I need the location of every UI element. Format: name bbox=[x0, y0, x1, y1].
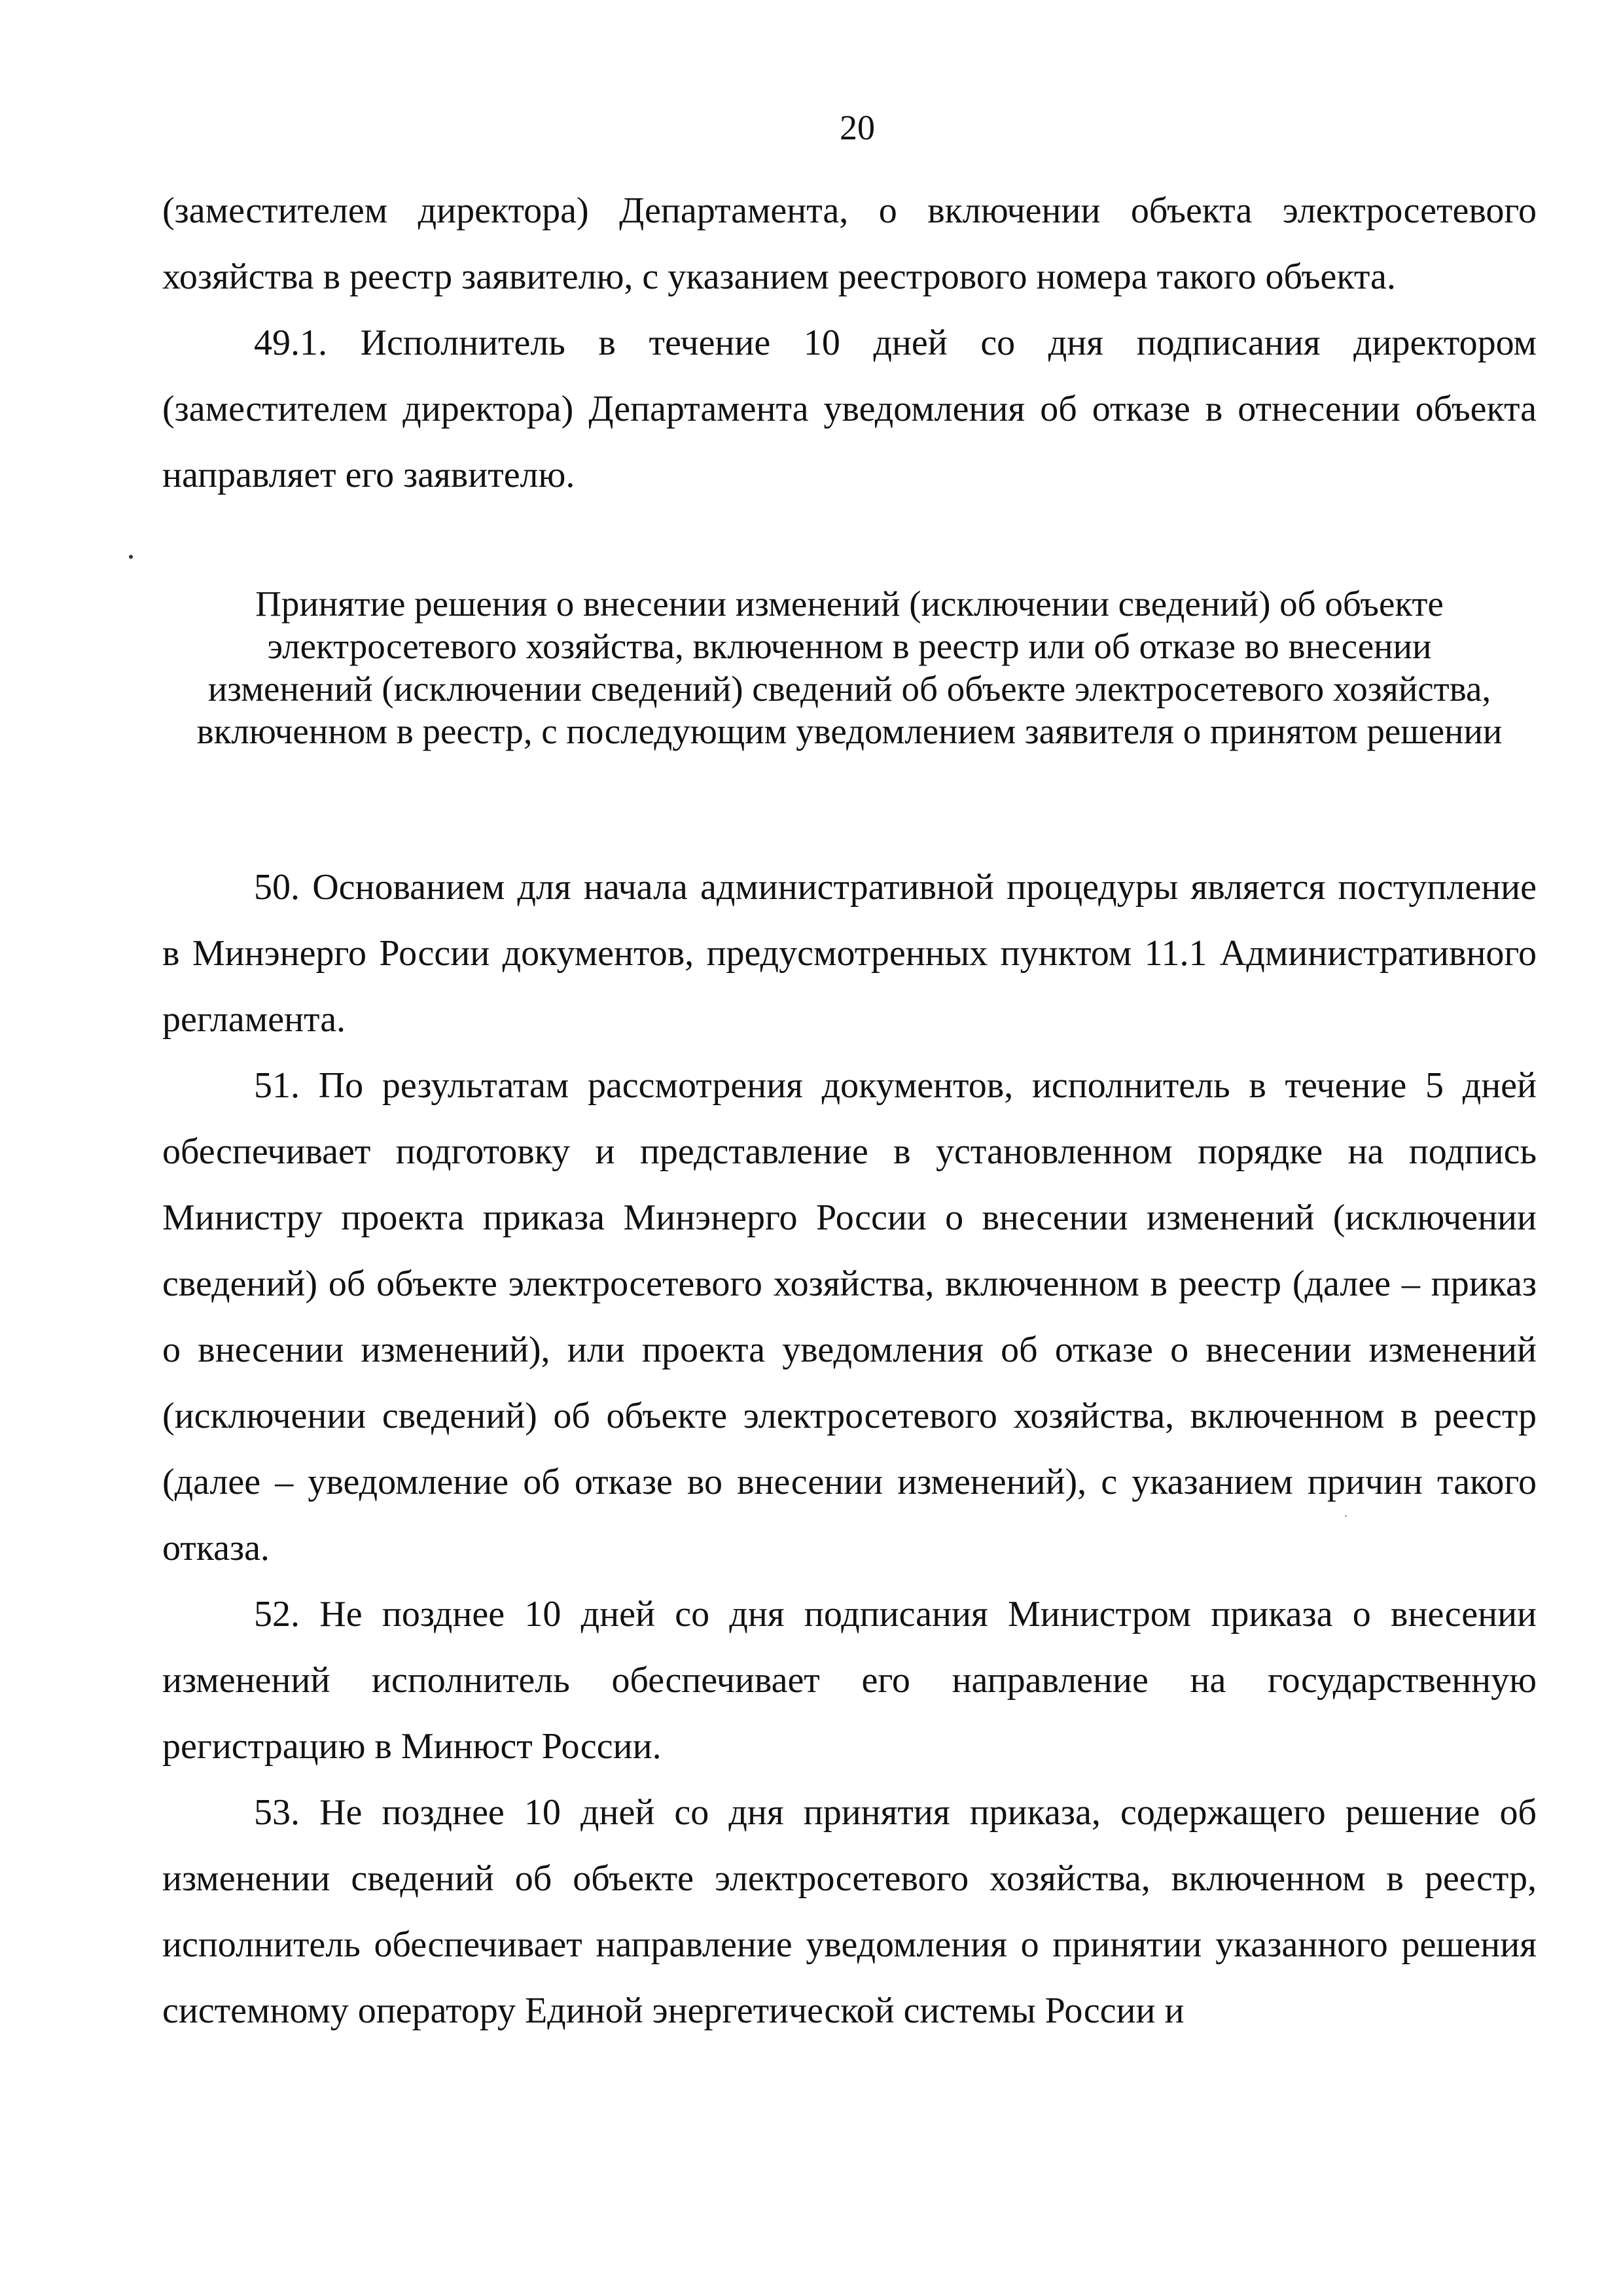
heading-line-1: Принятие решения о внесении изменений (исключении сведений) об объекте bbox=[255, 584, 1444, 624]
heading-line-3: изменений (исключении сведений) сведений об объекте электросетевого хозяйства, bbox=[207, 669, 1491, 709]
heading-line-2: электросетевого хозяйства, включенном в реестр или об отказе во внесении bbox=[267, 626, 1432, 666]
scan-speck bbox=[129, 555, 133, 559]
text-block-top bbox=[162, 178, 1537, 508]
section-heading bbox=[162, 582, 1537, 752]
scan-speck-small bbox=[1345, 1515, 1347, 1517]
heading-line-4: включенном в реестр, с последующим уведомлением заявителя о принятом решении bbox=[196, 711, 1503, 751]
page-number: 20 bbox=[840, 108, 875, 147]
paragraph-49-1: 49.1. Исполнитель в течение 10 дней со дня подписания директором (заместителем директора) Департамента уведомления об отказе в отнесении объекта направляет его заявителю. bbox=[162, 323, 1537, 495]
text-block-main bbox=[162, 855, 1537, 2044]
paragraph-continuation: (заместителем директора) Департамента, о включении объекта электросетевого хозяйства в реестр заявителю, с указанием реестрового номера такого объекта. bbox=[162, 190, 1537, 297]
paragraph-53: 53. Не позднее 10 дней со дня принятия приказа, содержащего решение об изменении сведений об объекте электросетевого хозяйства, включенном в реестр, исполнитель обеспечивает направление уведомления о принятии указанного решения системному оператору Единой энергетической системы России и bbox=[162, 1792, 1537, 2031]
paragraph-52: 52. Не позднее 10 дней со дня подписания Министром приказа о внесении изменений исполнитель обеспечивает его направление на государственную регистрацию в Минюст России. bbox=[162, 1594, 1537, 1767]
paragraph-51: 51. По результатам рассмотрения документов, исполнитель в течение 5 дней обеспечивает подготовку и представление в установленном порядке на подпись Министру проекта приказа Минэнерго России о внесении изменений (исключении сведений) об объекте электросетевого хозяйства, включенном в реестр (далее – приказ о внесении изменений), или проекта уведомления об отказе о внесении изменений (исключении сведений) об объекте электросетевого хозяйства, включенном в реестр (далее – уведомление об отказе во внесении изменений), с указанием причин такого отказа. bbox=[162, 1065, 1537, 1568]
paragraph-50: 50. Основанием для начала административной процедуры является поступление в Минэнерго России документов, предусмотренных пунктом 11.1 Административного регламента. bbox=[162, 867, 1537, 1040]
